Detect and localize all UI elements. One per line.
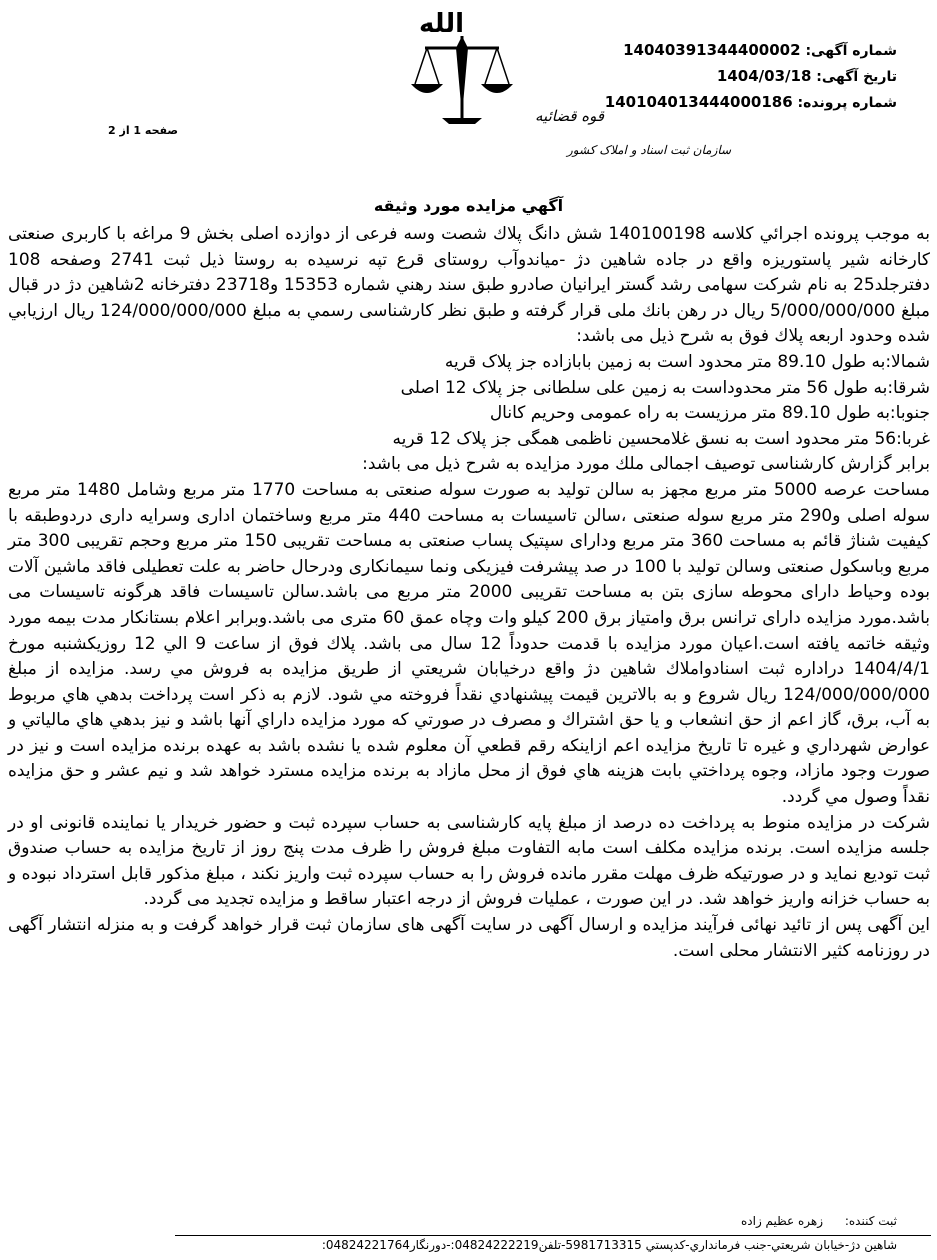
- paragraph-report-intro: برابر گزارش كارشناسی توصيف اجمالی ملك مورد مزايده به شرح ذيل می باشد:: [362, 454, 930, 475]
- footer-divider: [175, 1235, 931, 1236]
- boundary-west: غربا:56 متر محدود است به نسق غلامحسین ناظمی همگی جز پلاک 12 قریه: [392, 428, 930, 449]
- boundary-north: شمالا:به طول 89.10 متر محدود است به زمین بابازاده جز پلاک قریه: [444, 351, 930, 372]
- notice-date-label: تاریخ آگهی:: [816, 69, 897, 85]
- registrar-label: ثبت کننده:: [844, 1214, 897, 1228]
- emblem-text-bottom: سازمان ثبت اسناد و املاک کشور: [567, 143, 732, 157]
- case-number: 140104013444000186: [604, 93, 793, 111]
- page-indicator: صفحه 1 از 2: [108, 124, 179, 137]
- case-number-label: شماره پرونده:: [797, 95, 897, 111]
- document-footer: [0, 1200, 937, 1260]
- notice-date: 1404/03/18: [716, 67, 812, 85]
- notice-number: 14040391344400002: [623, 41, 801, 59]
- office-address: شاهين دژ-خيابان شريعتي-جنب فرمانداري-كدپستي 5981713315-تلفن04824222219:-دورنگار04824221764:: [321, 1238, 897, 1252]
- emblem-text-top: قوه قضائیه: [535, 107, 605, 125]
- notice-date-row: [605, 64, 897, 90]
- notice-number-label: شماره آگهی:: [805, 43, 897, 59]
- paragraph-description: مساحت عرصه 5000 متر مربع مجهز به سالن تولید به صورت سوله صنعتی به مساحت 1770 متر مربع وشامل 1480 متر مربع سوله اصلی و290 متر مربع سوله صنعتی ،سالن تاسیسات به مساحت 440 متر مربع وساختمان اداری وسرایه داری دردوطبقه با کیفیت شناژ قائم به مساحت 360 متر مربع ودارای سپتیک پساب صنعتی به مساحت تقریبی 150 متر مربع وحجم تقریبی 300 متر مربع وباسکول صنعتی وسالن تولید با 100 در صد پیشرفت فیزیکی ونما سیمانکاری ودرحال حاضر به علت تعطیلی فاقد ماشین آلات بوده وحیاط دارای محوطه سازی بتن به مساحت تقریبی 2000 متر مربع می باشد.سالن تاسیسات فاقد هرگونه تاسیسات می باشد.مورد مزایده دارای ترانس برق وامتیاز برق 200 کیلو وات وچاه عمق 60 متری می باشد.وبرابر اعلام بستانکار مدت بیمه مورد وثیقه خاتمه یافته است.اعیان مورد مزایده با قدمت حدوداً 12 سال می باشد. پلاك فوق از ساعت 9 الي 12 روزيكشنبه مورخ 1404/4/1 دراداره ثبت اسنادواملاك شاهين دژ واقع درخيابان شريعتي از طريق مزايده به فروش مي رسد. مزايده از مبلغ 124/000/000/000 ريال شروع و به بالاترين قيمت پيشنهادي نقداً فروخته مي شود. لازم به ذكر است پرداخت بدهي هاي مربوط به آب، برق، گاز اعم از حق انشعاب و يا حق اشتراك و مصرف در صورتي كه مورد مزايده داراي آنها باشد و نيز بدهي هاي مالياتي و عوارض شهرداري و غيره تا تاريخ مزايده اعم ازاينكه رقم قطعي آن معلوم شده يا نشده باشد به عهده برنده مزايده است و نيز در صورت وجود مازاد، وجوه پرداختي بابت هزينه هاي فوق از محل مازاد به برنده مزايده مسترد خواهد شد و نيم عشر و حق مزايده نقداً وصول مي گردد.: [8, 479, 931, 808]
- registrar-name: زهره عظیم زاده: [740, 1214, 824, 1228]
- paragraph-publication: این آگهی پس از تائید نهائی فرآیند مزایده و ارسال آگهی در سایت آگهی های سازمان ثبت قرار خواهد گرفت و به منزله انتشار آگهی در روزنامه کثیر الانتشار محلی است.: [8, 915, 930, 961]
- registrar: [741, 1214, 897, 1228]
- paragraph-intro: به موجب پرونده اجرائي كلاسه 140100198 شش دانگ پلاك شصت وسه فرعی از دوازده اصلی بخش 9 مراغه با کاربری صنعتی کارخانه شیر پاستوریزه واقع در جاده شاهین دژ -میاندوآب روستای قرع تپه نرسیده به روستا ذیل ثبت 2741 وصفحه 108 دفترجلد25 به نام شرکت سهامی رشد گستر ایرانیان صادرو طبق سند رهني شماره 15353 و23718 دفترخانه 2شاهین دژ در قبال مبلغ 5/000/000/000 ریال در رهن بانك ملی قرار گرفته و طبق نظر كارشناسی رسمي به مبلغ 124/000/000/000 ريال ارزيابي شده وحدود اربعه پلاك فوق به شرح ذيل می باشد:: [8, 224, 930, 347]
- emblem-allah-glyph: الله: [419, 9, 465, 39]
- boundary-south: جنوبا:به طول 89.10 متر مرزیست به راه عمومی وحریم کانال: [489, 403, 930, 424]
- paragraph-participation: شرکت در مزایده منوط به پرداخت ده درصد از مبلغ پایه کارشناسی به حساب سپرده ثبت و حضور خریدار یا نماینده قانونی او در جلسه مزایده است. برنده مزایده مکلف است مابه التفاوت مبلغ فروش را ظرف مدت پنج روز از تاریخ مزایده به حساب صندوق ثبت تودیع نماید و در صورتیکه ظرف مهلت مقرر مانده فروش را به حساب سپرده ثبت واریز نکند ، مبلغ مذکور قابل استرداد نبوده و به حساب خزانه واریز خواهد شد. در این صورت ، عملیات فروش از درجه اعتبار ساقط و مزایده تجدید می گردد.: [8, 812, 930, 910]
- notice-number-row: [605, 38, 897, 64]
- document-title: آگهي مزايده مورد وثيقه: [373, 196, 564, 215]
- case-number-row: [605, 90, 897, 116]
- document-body: [8, 222, 930, 964]
- boundary-east: شرقا:به طول 56 متر محدوداست به زمین علی سلطانی جز پلاک 12 اصلی: [400, 377, 930, 398]
- notice-meta: [605, 38, 897, 116]
